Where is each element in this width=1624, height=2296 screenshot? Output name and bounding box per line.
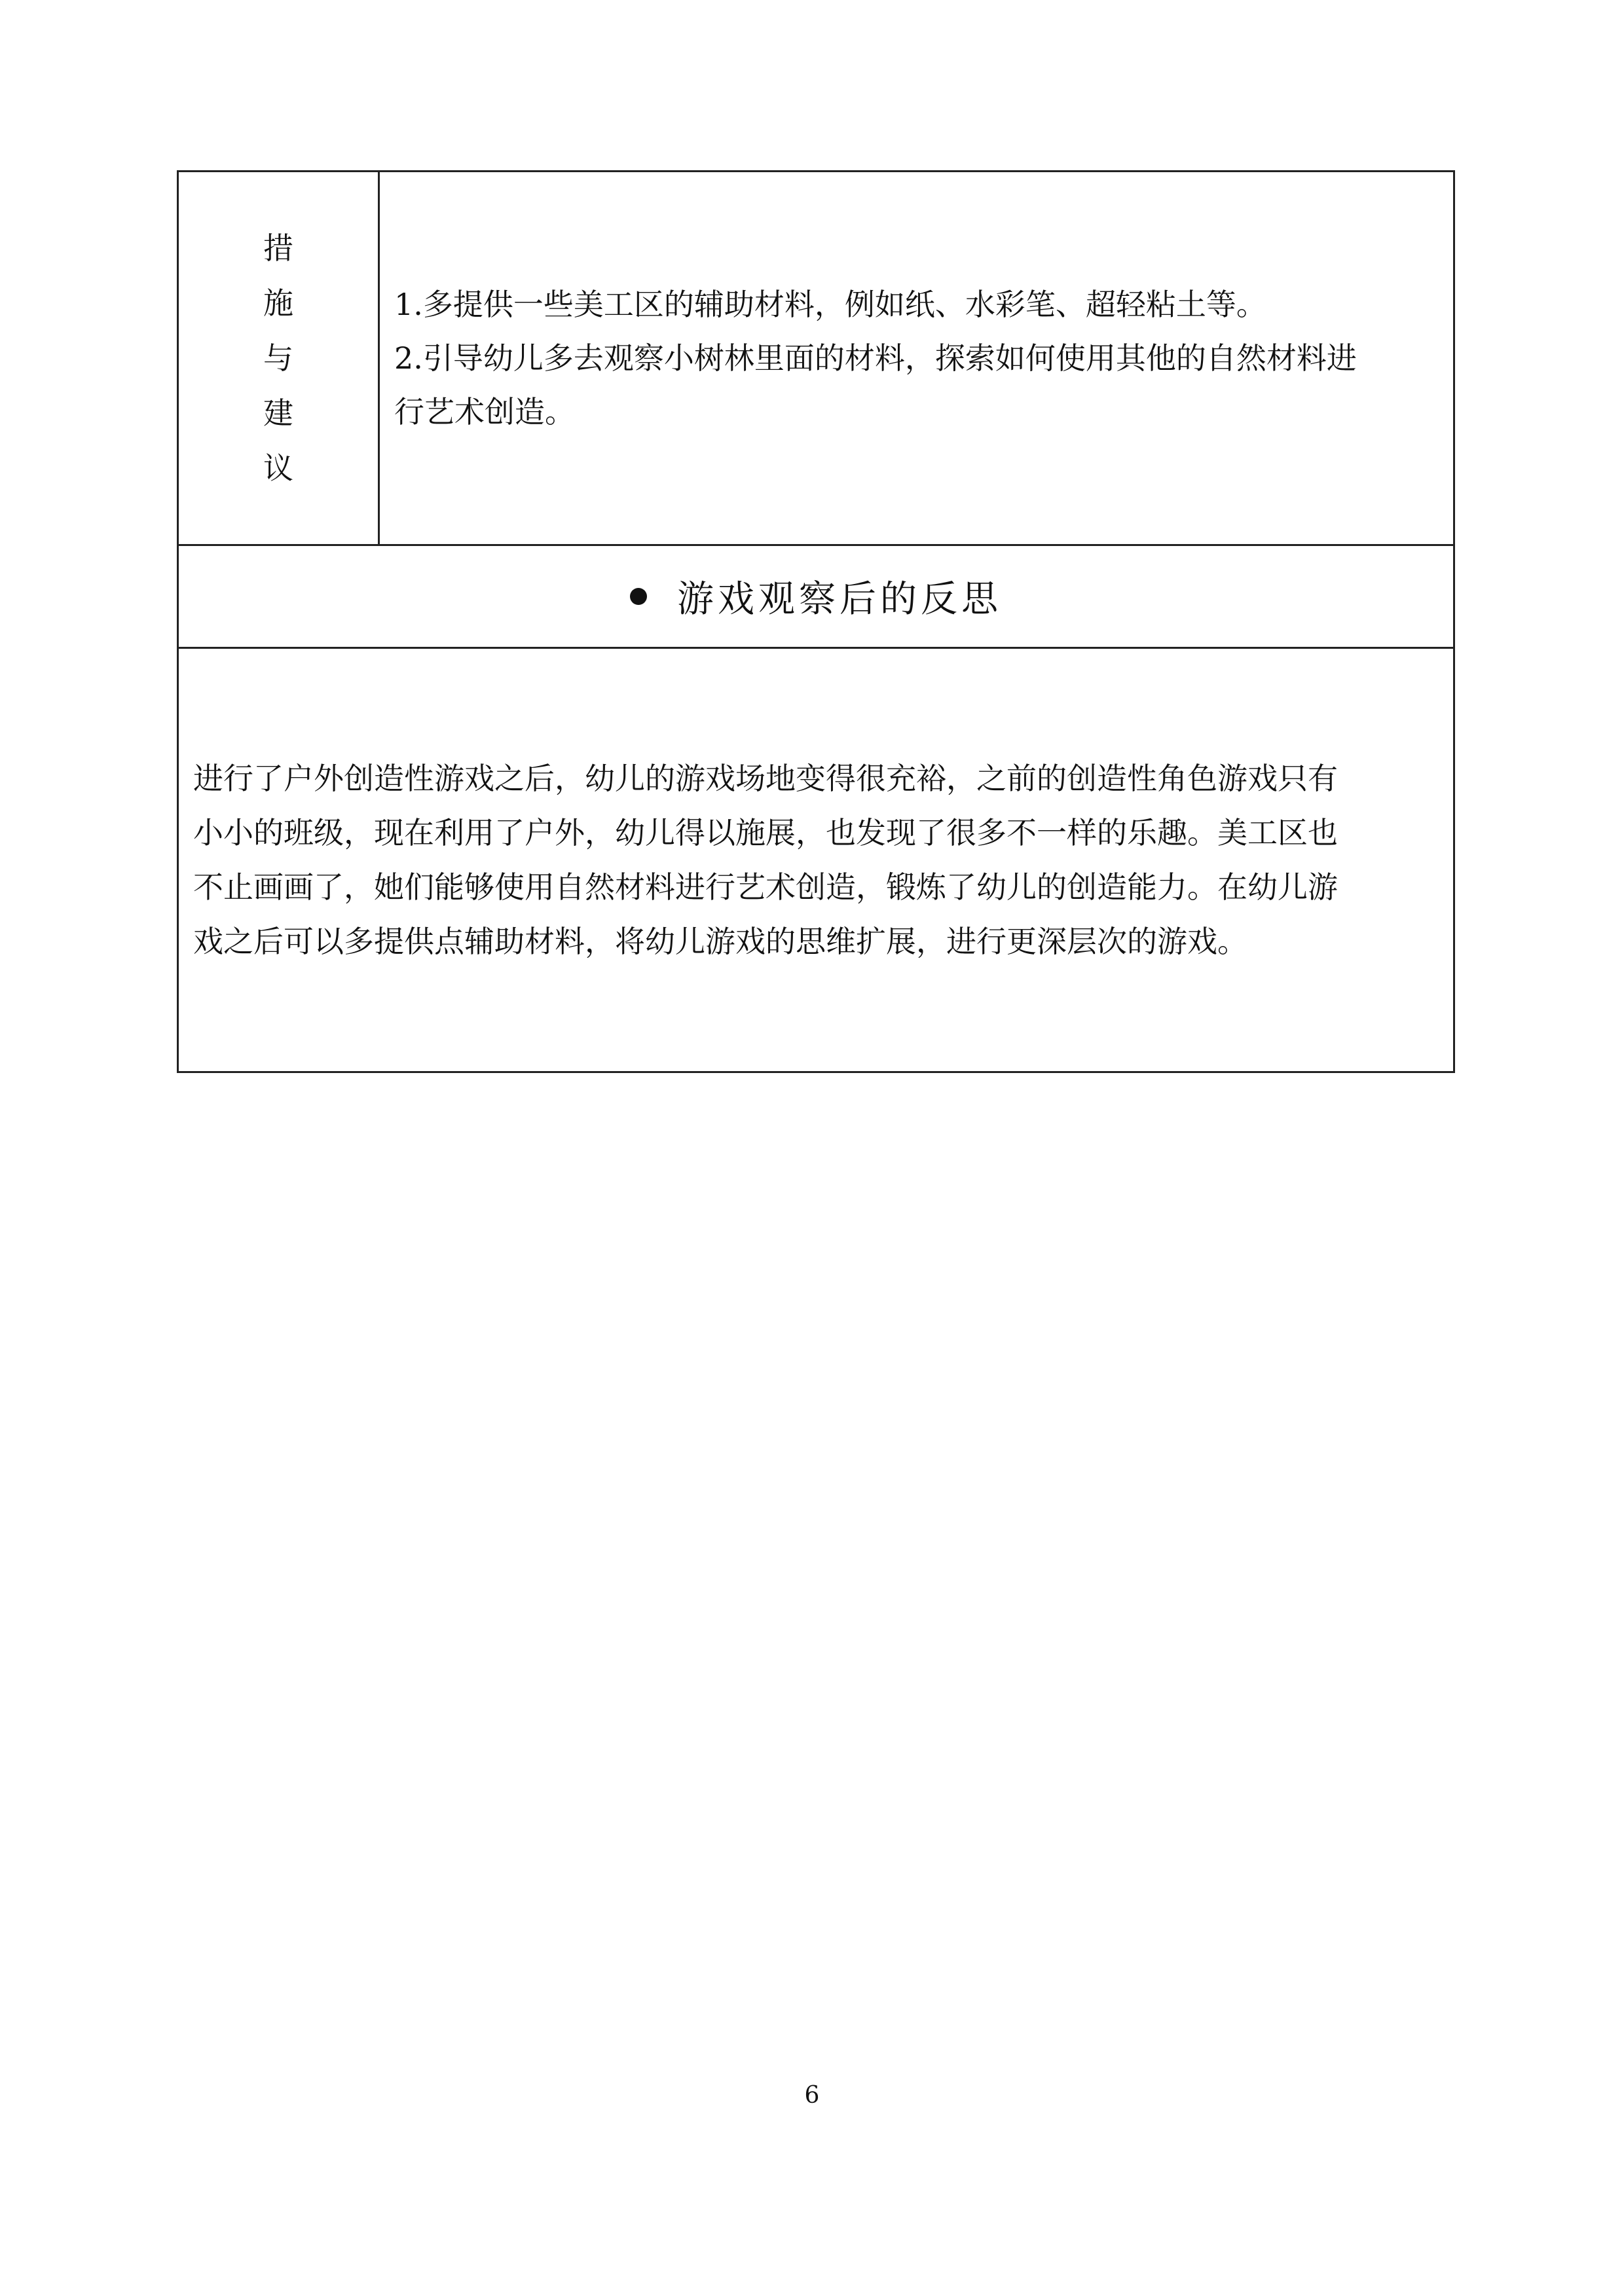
reflection-heading-text: 游戏观察后的反思 [677,578,1002,621]
measures-line: 2.引导幼儿多去观察小树林里面的材料，探索如何使用其他的自然材料进 [394,340,1357,376]
reflection-body-row [178,648,1454,1072]
measures-row [178,172,1454,545]
reflection-heading-row [178,545,1454,648]
measures-label-cell [178,172,379,545]
reflection-line: 小小的班级，现在利用了户外，幼儿得以施展，也发现了很多不一样的乐趣。美工区也 [193,814,1338,850]
measures-label-char: 措 [263,230,293,266]
reflection-line: 进行了户外创造性游戏之后，幼儿的游戏场地变得很充裕，之前的创造性角色游戏只有 [193,760,1338,796]
reflection-line: 戏之后可以多提供点辅助材料，将幼儿游戏的思维扩展，进行更深层次的游戏。 [193,923,1247,959]
measures-label-char: 建 [263,395,293,431]
reflection-heading [630,570,1002,623]
measures-label-char: 施 [263,285,293,321]
measures-line: 1.多提供一些美工区的辅助材料，例如纸、水彩笔、超轻粘土等。 [394,287,1266,322]
page-number: 6 [804,2082,820,2109]
observation-table [177,170,1455,1073]
reflection-line: 不止画画了，她们能够使用自然材料进行艺术创造，锻炼了幼儿的创造能力。在幼儿游 [193,869,1338,905]
bullet-icon [630,588,647,605]
measures-label-char: 议 [263,450,293,486]
measures-label-char: 与 [263,340,293,376]
reflection-heading-cell [178,545,1454,648]
measures-line: 行艺术创造。 [394,394,575,429]
measures-content-cell [379,172,1454,545]
reflection-body-cell [178,648,1454,1072]
